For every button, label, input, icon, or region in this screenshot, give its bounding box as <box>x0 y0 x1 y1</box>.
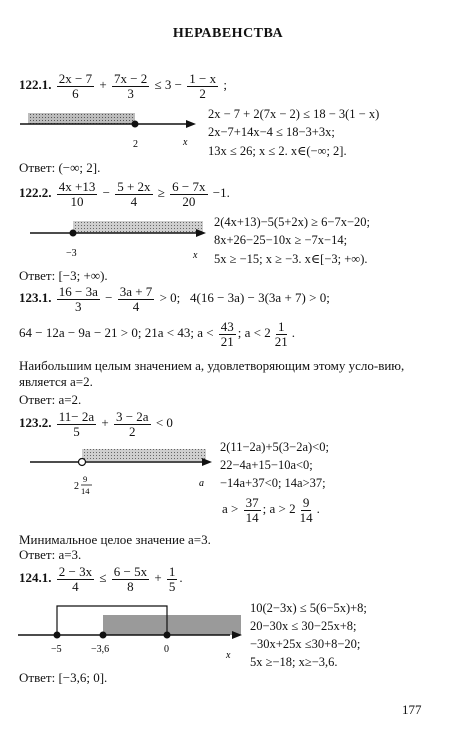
step-line: 2(11−2a)+5(3−2a)<0; <box>220 440 329 454</box>
fraction <box>244 496 261 524</box>
expression: ; a < 2 <box>237 325 271 341</box>
step-line: −14a+37<0; 14a>37; <box>220 476 326 490</box>
operator: ≤ <box>99 570 107 586</box>
fraction <box>57 410 96 438</box>
shaded-region <box>82 449 206 461</box>
denominator: 4 <box>132 298 140 314</box>
numerator: 9 <box>302 495 310 510</box>
expression: 64 − 12a − 9a − 21 > 0; 21a < 43; a < <box>19 325 214 341</box>
axis-variable: x <box>226 650 231 661</box>
number-line-122-2 <box>0 216 210 264</box>
denominator: 4 <box>72 578 79 594</box>
punctuation: −1. <box>212 185 230 201</box>
problem-number: 123.2. <box>19 415 52 431</box>
axis-variable: x <box>193 250 198 261</box>
shaded-region <box>28 113 135 124</box>
tick-label: −3,6 <box>91 644 110 655</box>
shaded-region <box>103 615 241 635</box>
closed-point <box>70 230 77 237</box>
page-number: 177 <box>402 702 422 717</box>
numerator: 6 − 7x <box>172 179 206 194</box>
fraction <box>114 410 151 438</box>
answer: Ответ: [−3,6; 0]. <box>19 670 108 685</box>
punctuation: . <box>291 325 296 341</box>
denominator: 5 <box>168 578 176 594</box>
arrow-head <box>202 458 212 466</box>
numerator: 4x +13 <box>58 179 96 194</box>
problem-number: 122.2. <box>19 185 52 201</box>
numerator: 43 <box>220 319 234 334</box>
answer: Ответ: (−∞; 2]. <box>19 160 101 175</box>
fraction <box>187 72 218 100</box>
fraction <box>57 565 94 593</box>
operator: − <box>105 290 113 306</box>
denominator: 3 <box>127 85 134 101</box>
tick-label-whole: 2 <box>74 481 79 492</box>
answer: Ответ: [−3; +∞). <box>19 268 108 283</box>
denominator: 21 <box>220 333 234 349</box>
problem-124-1 <box>19 565 183 593</box>
step-line: −30x+25x ≤30+8−20; <box>250 637 361 651</box>
step-line: 13x ≤ 26; x ≤ 2. x∈(−∞; 2]. <box>208 144 347 158</box>
tick-label-numerator: 9 <box>83 474 88 484</box>
numerator: 1 <box>278 319 285 334</box>
denominator: 20 <box>182 193 196 209</box>
step-line: 2(4x+13)−5(5+2x) ≥ 6−7x−20; <box>214 215 370 229</box>
step-line: 22−4a+15−10a<0; <box>220 458 313 472</box>
punctuation: . <box>179 570 183 586</box>
step-line: 2x − 7 + 2(7x − 2) ≤ 18 − 3(1 − x) <box>208 107 380 121</box>
punctuation: . <box>316 501 320 517</box>
denominator: 5 <box>73 423 80 439</box>
problem-number: 124.1. <box>19 570 52 586</box>
number-line-123-2 <box>0 446 215 508</box>
operator: > 0; <box>159 290 181 306</box>
problem-number: 123.1. <box>19 290 52 306</box>
tick-label: −5 <box>51 644 62 655</box>
closed-point <box>164 632 171 639</box>
problem-122-1 <box>19 72 227 100</box>
denominator: 10 <box>70 193 84 209</box>
tick-label-denominator: 14 <box>81 486 90 496</box>
numerator: 37 <box>245 495 259 510</box>
paragraph: Минимальное целое значение a=3. <box>19 532 211 547</box>
denominator: 4 <box>130 193 138 209</box>
fraction <box>115 180 152 208</box>
numerator: 3a + 7 <box>119 284 153 299</box>
numerator: 1 <box>168 564 176 579</box>
arrow-head <box>186 120 196 128</box>
numerator: 1 − x <box>189 71 217 86</box>
operator: ≥ <box>157 185 165 201</box>
fraction <box>112 565 149 593</box>
tick-label: 0 <box>164 644 169 655</box>
number-line-124-1 <box>0 600 248 662</box>
numerator: 11− 2a <box>58 409 95 424</box>
answer: Ответ: a=3. <box>19 547 82 562</box>
closed-point <box>132 121 139 128</box>
closed-point <box>100 632 107 639</box>
numerator: 6 − 5x <box>113 564 148 579</box>
fraction <box>167 565 178 593</box>
expression: 4(16 − 3a) − 3(3a + 7) > 0; <box>190 290 330 306</box>
tick-label: 2 <box>133 139 138 150</box>
step-line: 2x−7+14x−4 ≤ 18−3+3x; <box>208 125 335 139</box>
operator: − <box>102 185 110 201</box>
fraction <box>112 72 149 100</box>
fraction <box>219 320 236 348</box>
step-line: 5x ≥−18; x≥−3,6. <box>250 655 338 669</box>
step-line: 20−30x ≤ 30−25x+8; <box>250 619 357 633</box>
tick-label: −3 <box>66 248 77 259</box>
page-title: НЕРАВЕНСТВА <box>172 26 284 41</box>
paragraph: Наибольшим целым значением a, удовлетворяющим этому усло-вию, является a=2. <box>19 358 405 389</box>
open-point <box>79 459 86 466</box>
expression: a > <box>222 501 239 517</box>
step-line: 8x+26−25−10x ≥ −7x−14; <box>214 233 348 247</box>
answer: Ответ: a=2. <box>19 392 82 407</box>
denominator: 2 <box>129 423 136 439</box>
numerator: 2x − 7 <box>58 71 93 86</box>
solution-line <box>19 320 295 348</box>
axis-variable: a <box>199 478 204 489</box>
denominator: 8 <box>127 578 134 594</box>
operator: + <box>101 415 109 431</box>
fraction <box>57 285 100 313</box>
operator: ≤ 3 − <box>154 77 182 93</box>
fraction <box>57 180 98 208</box>
expression: ; a > 2 <box>262 501 296 517</box>
punctuation: ; <box>223 77 227 93</box>
denominator: 21 <box>274 333 288 349</box>
number-line-122-1 <box>0 108 200 153</box>
closed-point <box>54 632 61 639</box>
problem-122-2 <box>19 180 230 208</box>
fraction <box>170 180 207 208</box>
numerator: 16 − 3a <box>58 284 98 299</box>
operator: < 0 <box>155 415 173 431</box>
denominator: 14 <box>299 509 313 525</box>
numerator: 5 + 2x <box>117 179 151 194</box>
fraction <box>57 72 94 100</box>
problem-123-1 <box>19 285 330 313</box>
step-line: 10(2−3x) ≤ 5(6−5x)+8; <box>250 601 367 615</box>
fraction <box>118 285 155 313</box>
step-line: 5x ≥ −15; x ≥ −3. x∈[−3; +∞). <box>214 252 368 266</box>
problem-123-2 <box>19 410 173 438</box>
axis-variable: x <box>183 137 188 148</box>
denominator: 3 <box>75 298 82 314</box>
shaded-region <box>73 221 203 233</box>
numerator: 7x − 2 <box>113 71 148 86</box>
denominator: 14 <box>245 509 259 525</box>
numerator: 2 − 3x <box>58 564 93 579</box>
operator: + <box>154 570 162 586</box>
problem-number: 122.1. <box>19 77 52 93</box>
fraction <box>298 496 315 524</box>
numerator: 3 − 2a <box>115 409 149 424</box>
denominator: 2 <box>199 85 206 101</box>
operator: + <box>99 77 107 93</box>
denominator: 6 <box>72 85 79 101</box>
fraction <box>273 320 290 348</box>
step-line <box>222 496 320 524</box>
